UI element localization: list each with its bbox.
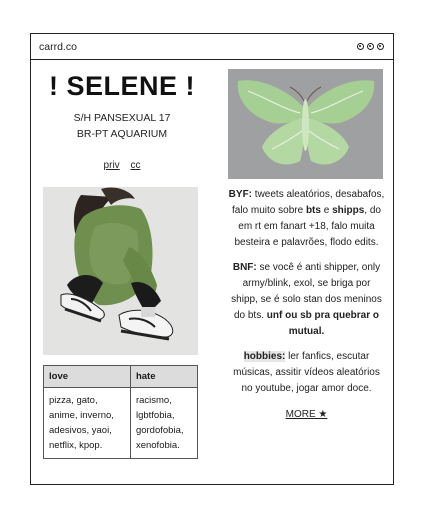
moth-image <box>228 69 383 179</box>
bnf-bold: unf ou sb pra quebrar o mutual. <box>266 310 380 337</box>
circle-dot-icon[interactable] <box>367 43 374 50</box>
profile-line-1: S/H PANSEXUAL 17 <box>73 112 171 124</box>
byf-paragraph <box>228 187 385 251</box>
byf-text: , do em rt em fanart +18, falo muita besteira e palavrões, flodo edits. <box>234 205 381 248</box>
byf-bold: shipps <box>332 205 365 216</box>
hobbies-text: ler fanfics, escutar músicas, assitir vídeos aleatórios no youtube, jogar amor doce. <box>233 351 380 394</box>
circle-dot-icon[interactable] <box>357 43 364 50</box>
hate-item: xenofobia. <box>135 440 180 451</box>
more-section <box>228 409 385 420</box>
love-item: adesivos, yaoi, <box>49 425 112 436</box>
byf-text: e <box>320 205 333 216</box>
byf-label: BYF: <box>228 189 253 200</box>
bnf-text: se você é anti shipper, only army/blink, exol, se briga por shipp, se é solo stan dos meninos do bts. <box>231 262 382 321</box>
left-column <box>43 60 201 459</box>
site-name: carrd.co <box>39 40 77 53</box>
hobbies-label: hobbies: <box>243 351 286 362</box>
love-cell <box>44 388 131 459</box>
hate-header: hate <box>130 366 197 388</box>
hate-item: lgbtfobia, <box>135 410 175 421</box>
byf-text: tweets aleatórios, desabafos, falo muito sobre <box>232 189 385 216</box>
love-item: netflix, kpop. <box>49 440 103 451</box>
window-controls <box>357 43 384 50</box>
hobbies-paragraph <box>228 349 385 397</box>
more-link[interactable]: MORE ★ <box>285 409 328 420</box>
profile-subtitle <box>43 110 201 142</box>
circle-dot-icon[interactable] <box>377 43 384 50</box>
profile-photo <box>43 187 198 355</box>
bnf-paragraph <box>228 260 385 340</box>
profile-links <box>43 160 201 171</box>
priv-link[interactable]: priv <box>103 160 120 171</box>
right-column <box>228 60 385 420</box>
carrd-window <box>30 33 394 485</box>
hate-item: racismo, <box>135 395 172 406</box>
love-hate-table <box>43 365 198 459</box>
love-item: pizza, gato, <box>49 395 98 406</box>
love-item: anime, inverno, <box>49 410 114 421</box>
byf-bold: bts <box>305 205 321 216</box>
page-title: ! SELENE ! <box>48 71 195 101</box>
hate-item: gordofobia, <box>135 425 184 436</box>
profile-line-2: BR-PT AQUARIUM <box>76 128 168 140</box>
cc-link[interactable]: cc <box>130 160 141 171</box>
bnf-label: BNF: <box>232 262 257 273</box>
love-header: love <box>44 366 131 388</box>
hate-cell <box>130 388 197 459</box>
title-bar <box>31 34 393 60</box>
